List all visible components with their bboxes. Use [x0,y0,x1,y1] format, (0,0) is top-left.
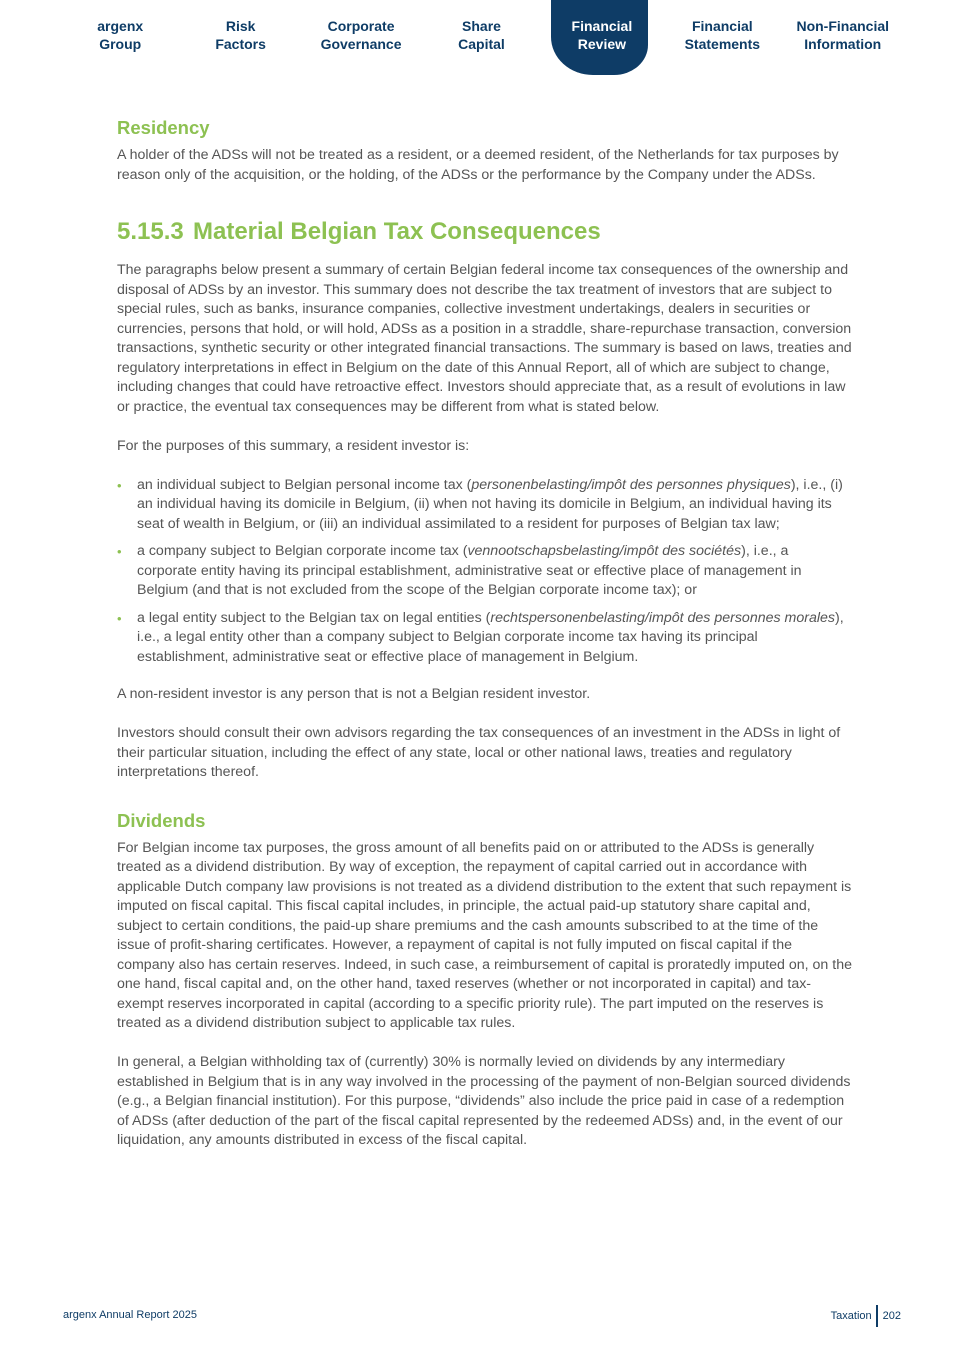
nav-tab-corporate-governance[interactable] [301,0,421,80]
dividends-paragraph-2: In general, a Belgian withholding tax of (currently) 30% is normally levied on dividends by any intermediary established in Belgium that is in any way involved in the processing of the payment of non-Belgian sourced dividends (e.g., a Belgian financial institution). For this purpose, “dividends” also include the price paid in case of a redemption of ADSs (after deduction of the part of the fiscal capital represented by the redeemed ADSs) and, in the event of our liquidation, any amounts distributed in excess of the fiscal capital. [117,1054,851,1148]
page-content [117,116,852,1151]
nav-tab-line2: Information [804,36,882,52]
dividends-paragraph-1: For Belgian income tax purposes, the gross amount of all benefits paid on or attributed to the ADSs is generally treated as a dividend distribution. By way of exception, the repayment of capital carried out in accordance with applicable Dutch company law provisions is not treated as a dividend distribution to the extent that such repayment is imputed on fiscal capital. This fiscal capital includes, in principle, the actual paid-up statutory share capital and, subject to certain conditions, the paid-up share premiums and the cash amounts subscribed to at the time of the issue of profit-sharing certificates. However, a repayment of capital is not fully imputed on fiscal capital if the company also has certain reserves. Indeed, in such case, a reimbursement of capital is proratedly imputed on, on the one hand, fiscal capital and, on the other hand, taxed reserves (whether or not incorporated in capital) and tax-exempt reserves incorporated in capital (according to a specific priority rule). The part imputed on the reserves is treated as a dividend distribution subject to applicable tax rules. [117,839,852,1031]
nav-tab-line2: Capital [458,36,505,52]
top-navigation [60,0,903,80]
residency-paragraph: A holder of the ADSs will not be treated as a resident, or a deemed resident, of the Netherlands for tax purposes by reason only of the acquisition, or the holding, of the ADSs or the performance by the Company under the ADSs. [117,147,839,183]
purposes-paragraph: For the purposes of this summary, a resident investor is: [117,437,470,454]
footer-page-info [831,1305,901,1327]
nav-tab-line2: Statements [684,36,761,52]
nav-tab-share-capital[interactable] [421,0,541,80]
nav-tab-line1: Non-Financial [796,18,890,34]
nonresident-paragraph: A non-resident investor is any person that is not a Belgian resident investor. [117,686,591,702]
nav-tab-line2: Review [577,36,627,52]
nav-tab-risk-factors[interactable] [180,0,300,80]
list-item: • an individual subject to Belgian personal income tax (personenbelasting/impôt des personnes physiques), i.e., (i) an individual having its domicile in Belgium, (ii) when not having its domicile in Belgium, an individual having its seat of wealth in Belgium, or (iii) an individual assimilated to a resident for purposes of Belgian tax law; [117,476,852,535]
dividends-heading: Dividends [117,809,206,831]
nav-tab-line2: Factors [215,36,266,52]
list-item: • a company subject to Belgian corporate income tax (vennootschapsbelasting/impôt des sociétés), i.e., a corporate entity having its principal establishment, administrative seat or effective place of management in Belgium (and that is not excluded from the scope of the Belgian corporate income tax); or [117,542,852,601]
footer-divider [876,1305,878,1327]
nav-tab-line2: Governance [320,36,402,52]
residency-heading: Residency [117,117,210,138]
intro-paragraph: The paragraphs below present a summary of certain Belgian federal income tax consequences of the ownership and disposal of ADSs by an investor. This summary does not describe the tax treatment of investors that are subject to special rules, such as banks, insurance companies, collective investment undertakings, dealers in securities or currencies, persons that hold, or will hold, ADSs as a position in a straddle, share-repurchase transaction, conversion transactions, synthetic security or other integrated financial transactions. The summary is based on laws, treaties and regulatory interpretations in effect in Belgium on the date of this Annual Report, all of which are subject to change, including changes that could have retroactive effect. Investors should appreciate that, as a result of evolutions in law or practice, the eventual tax consequences may be different from what is stated below. [117,262,852,415]
nav-tab-line1: Corporate [327,18,395,34]
footer-page-number: 202 [882,1310,901,1322]
nav-tab-argenx-group[interactable] [60,0,180,80]
section-title [117,217,852,247]
nav-tab-line1: Financial [571,18,633,34]
nav-tab-financial-review[interactable] [542,0,662,80]
list-item: • a legal entity subject to the Belgian tax on legal entities (rechtspersonenbelasting/impôt des personnes morales), i.e., a legal entity other than a company subject to Belgian corporate income tax having its principal establishment, administrative seat or effective place of management in Belgium. [117,609,852,668]
nav-tab-line1: Risk [225,18,256,34]
nav-tab-line2: Group [99,36,142,52]
consult-paragraph: Investors should consult their own advisors regarding the tax consequences of an investment in the ADSs in light of their particular situation, including the effect of any state, local or other national laws, treaties and regulatory interpretations thereof. [117,725,841,780]
nav-tab-line1: Financial [691,18,753,34]
nav-tab-non-financial-information[interactable] [783,0,903,80]
nav-tab-line1: Share [462,18,501,34]
resident-investor-list [117,476,852,668]
nav-tab-line1: argenx [97,18,144,34]
footer-report-title: argenx Annual Report 2025 [63,1309,197,1321]
footer-section-name: Taxation [830,1310,872,1322]
section-number: 5.15.3 [117,218,184,245]
nav-tab-financial-statements[interactable] [662,0,782,80]
section-heading: Material Belgian Tax Consequences [193,218,601,245]
